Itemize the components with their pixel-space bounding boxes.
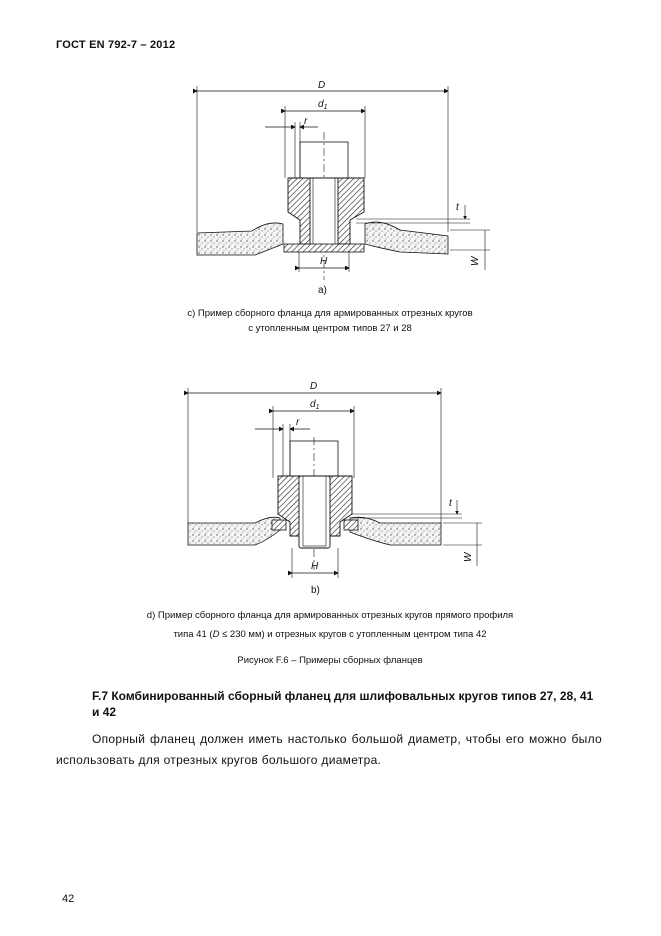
caption-c-line1: с) Пример сборного фланца для армированных отрезных кругов bbox=[187, 308, 473, 319]
dim-W-b: W bbox=[463, 552, 474, 562]
caption-c bbox=[60, 306, 600, 336]
dim-d1-a: $d_1$ bbox=[318, 99, 328, 111]
dim-d1-b: $d_1$ bbox=[310, 399, 320, 411]
page-number: 42 bbox=[62, 893, 75, 905]
section-heading: F.7 Комбинированный сборный фланец для шлифовальных кругов типов 27, 28, 41 и 42 bbox=[92, 689, 594, 719]
figure-b-drawing bbox=[188, 381, 482, 596]
figure-b-label: b) bbox=[311, 585, 320, 596]
figure-caption: Рисунок F.6 – Примеры сборных фланцев bbox=[237, 655, 423, 666]
dim-D-a: D bbox=[318, 80, 326, 91]
dim-r-a: r bbox=[304, 116, 308, 127]
figure-a-drawing bbox=[197, 80, 490, 296]
dim-t-a: t bbox=[456, 202, 459, 213]
document-header: ГОСТ EN 792-7 – 2012 bbox=[56, 39, 176, 51]
caption-c-line2: с утопленным центром типов 27 и 28 bbox=[248, 323, 412, 334]
dim-H-a: H bbox=[320, 256, 328, 267]
dim-r-b: r bbox=[296, 417, 300, 428]
dim-H-b: H bbox=[311, 561, 319, 572]
dim-D-b: D bbox=[310, 381, 318, 392]
dim-W-a: W bbox=[470, 256, 481, 266]
dim-t-b: t bbox=[449, 498, 452, 509]
body-paragraph: Опорный фланец должен иметь настолько большой диаметр, чтобы его можно было использовать для отрезных кругов большого диаметра. bbox=[56, 732, 602, 767]
caption-d-line1: d) Пример сборного фланца для армированных отрезных кругов прямого профиля bbox=[146, 610, 514, 621]
caption-d-line2: типа 41 (D ≤ 230 мм) и отрезных кругов с утопленным центром типа 42 bbox=[173, 629, 487, 640]
figure-a-label: a) bbox=[318, 285, 327, 296]
